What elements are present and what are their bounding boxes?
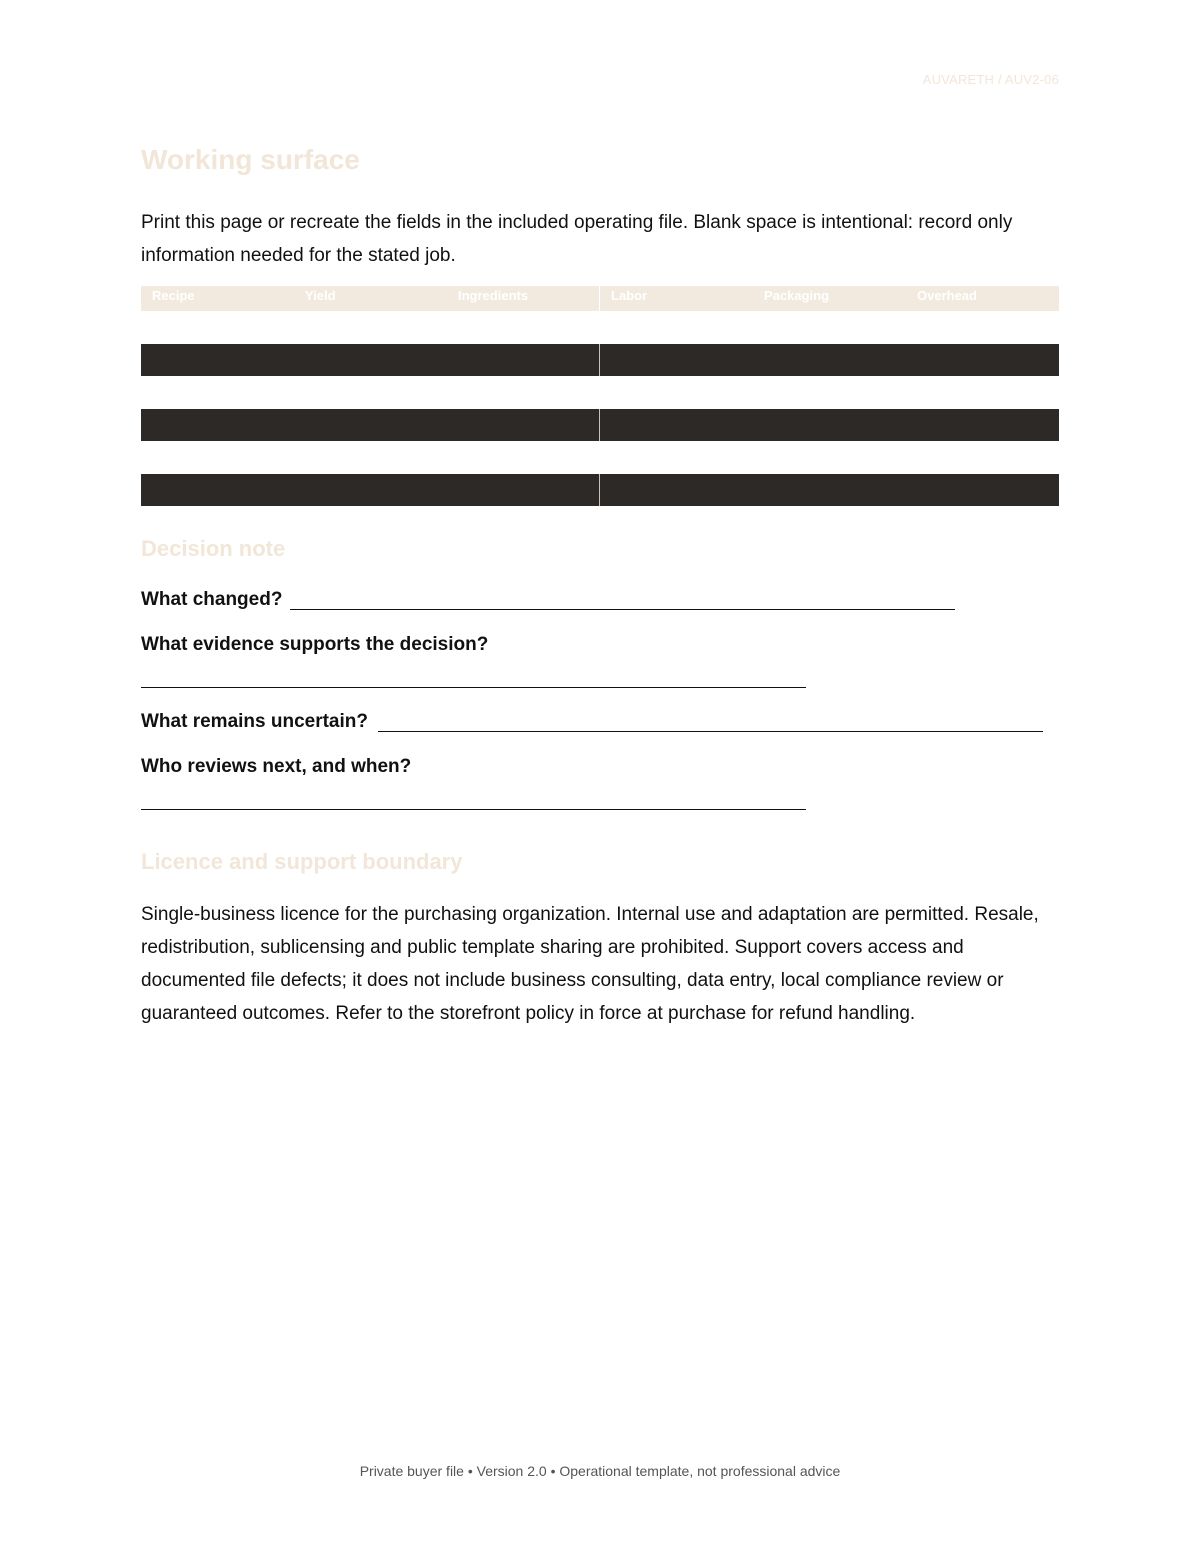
row-divider — [599, 409, 600, 441]
table-row[interactable] — [141, 344, 1059, 376]
answer-line-what-changed[interactable] — [290, 609, 955, 610]
question-evidence: What evidence supports the decision? — [141, 634, 489, 655]
column-header-packaging: Packaging — [764, 288, 830, 303]
licence-heading: Licence and support boundary — [141, 849, 463, 874]
row-divider — [599, 344, 600, 376]
intro-paragraph: Print this page or recreate the fields in the included operating file. Blank space is intentional: record only information needed for the stated job. — [141, 212, 1013, 266]
answer-line-uncertain[interactable] — [378, 731, 1043, 732]
answer-line-who-reviews[interactable] — [141, 809, 806, 810]
question-uncertain: What remains uncertain? — [141, 711, 368, 732]
worksheet-table — [141, 286, 1059, 311]
licence-paragraph: Single-business licence for the purchasing organization. Internal use and adaptation are permitted. Resale, redistribution, sublicensing and public template sharing are prohibited. Support covers access and documented file defects; it does not include business consulting, data entry, local compliance review or guaranteed outcomes. Refer to the storefront policy in force at purchase for refund handling. — [141, 904, 1039, 1024]
column-divider — [599, 286, 600, 311]
document-code: AUVARETH / AUV2-06 — [922, 72, 1059, 87]
table-row[interactable] — [141, 409, 1059, 441]
column-header-recipe: Recipe — [152, 288, 195, 303]
page-footer: Private buyer file • Version 2.0 • Operational template, not professional advice — [359, 1463, 841, 1479]
table-row[interactable] — [141, 474, 1059, 506]
page-title: Working surface — [141, 144, 360, 175]
question-what-changed: What changed? — [141, 589, 283, 610]
answer-line-evidence[interactable] — [141, 687, 806, 688]
column-header-ingredients: Ingredients — [458, 288, 529, 303]
table-header — [141, 286, 1059, 311]
column-header-yield: Yield — [305, 288, 336, 303]
column-header-overhead: Overhead — [917, 288, 977, 303]
decision-note-heading: Decision note — [141, 536, 286, 561]
column-header-labor: Labor — [611, 288, 648, 303]
question-who-reviews: Who reviews next, and when? — [141, 756, 412, 777]
row-divider — [599, 474, 600, 506]
